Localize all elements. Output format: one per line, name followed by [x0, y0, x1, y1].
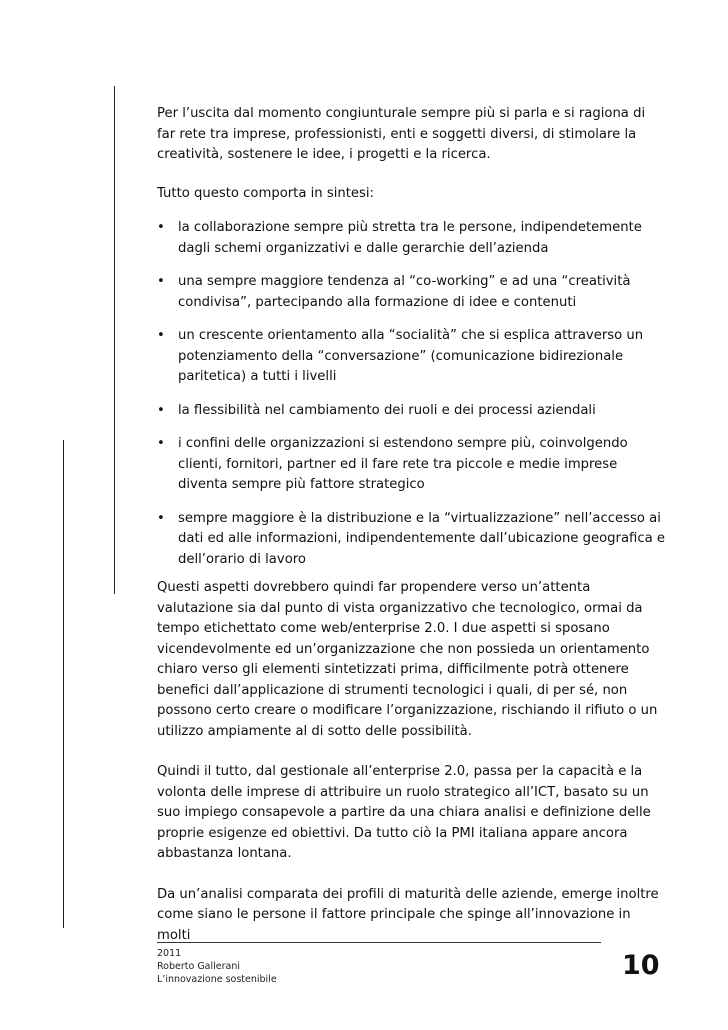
body-paragraph-3: Da un’analisi comparata dei profili di maturità delle aziende, emerge inoltre come siano le persone il fattore principale che spinge all’innovazione in molti [157, 886, 659, 943]
bullet-item: • la collaborazione sempre più stretta tra le persone, indipendetemente dagli schemi organizzativi e dalle gerarchie dell’azienda [157, 218, 667, 259]
bullet-item: • un crescente orientamento alla “socialità” che si esplica attraverso un potenziamento della “conversazione” (comunicazione bidirezionale paritetica) a tutti i livelli [157, 326, 667, 388]
lead-paragraph: Tutto questo comporta in sintesi: [157, 185, 374, 201]
margin-rule-bottom [63, 440, 64, 928]
bullet-item: • la flessibilità nel cambiamento dei ruoli e dei processi aziendali [157, 401, 667, 422]
bullet-item: • i confini delle organizzazioni si estendono sempre più, coinvolgendo clienti, fornitori, partner ed il fare rete tra piccole e medie imprese diventa sempre più fattore strategico [157, 434, 667, 496]
intro-paragraph: Per l’uscita dal momento congiunturale sempre più si parla e si ragiona di far rete tra imprese, professionisti, enti e soggetti diversi, di stimolare la creatività, sostenere le idee, i progetti e la ricerca. [157, 106, 646, 162]
footer-meta [157, 947, 277, 987]
bullet-item: • sempre maggiore è la distribuzione e la “virtualizzazione” nell’accesso ai dati ed alle informazioni, indipendentemente dall’ubicazione geografica e dell’orario di lavoro [157, 509, 667, 571]
bullet-list [157, 218, 667, 570]
footer-author: Roberto Gallerani [157, 961, 241, 973]
footer-year: 2011 [157, 948, 182, 959]
bullet-item: • una sempre maggiore tendenza al “co-working” e ad una “creatività condivisa”, partecipando alla formazione di idee e contenuti [157, 272, 667, 313]
margin-rule-top [114, 86, 115, 594]
footer-divider [157, 942, 601, 943]
body-paragraph-1: Questi aspetti dovrebbero quindi far propendere verso un’attenta valutazione sia dal punto di vista organizzativo che tecnologico, ormai da tempo etichettato come web/enterprise 2.0. I due aspetti si sposano vicendevolmente ed un’organizzazione che non possieda un orientamento chiaro verso gli elementi sintetizzati prima, difficilmente potrà ottenere benefici dall’applicazione di strumenti tecnologici i quali, di per sé, non possono certo creare o modificare l’organizzazione, rischiando il rifiuto o un utilizzo ampiamente al di sotto delle possibilità. [157, 580, 658, 739]
footer-title: L’innovazione sostenibile [157, 974, 277, 986]
page-body [157, 104, 667, 946]
page-number: 10 [622, 950, 660, 981]
body-paragraph-2: Quindi il tutto, dal gestionale all’enterprise 2.0, passa per la capacità e la volonta delle imprese di attribuire un ruolo strategico all’ICT, basato su un suo impiego consapevole a partire da una chiara analisi e definizione delle proprie esigenze ed obiettivi. Da tutto ciò la PMI italiana appare ancora abbastanza lontana. [157, 764, 651, 861]
